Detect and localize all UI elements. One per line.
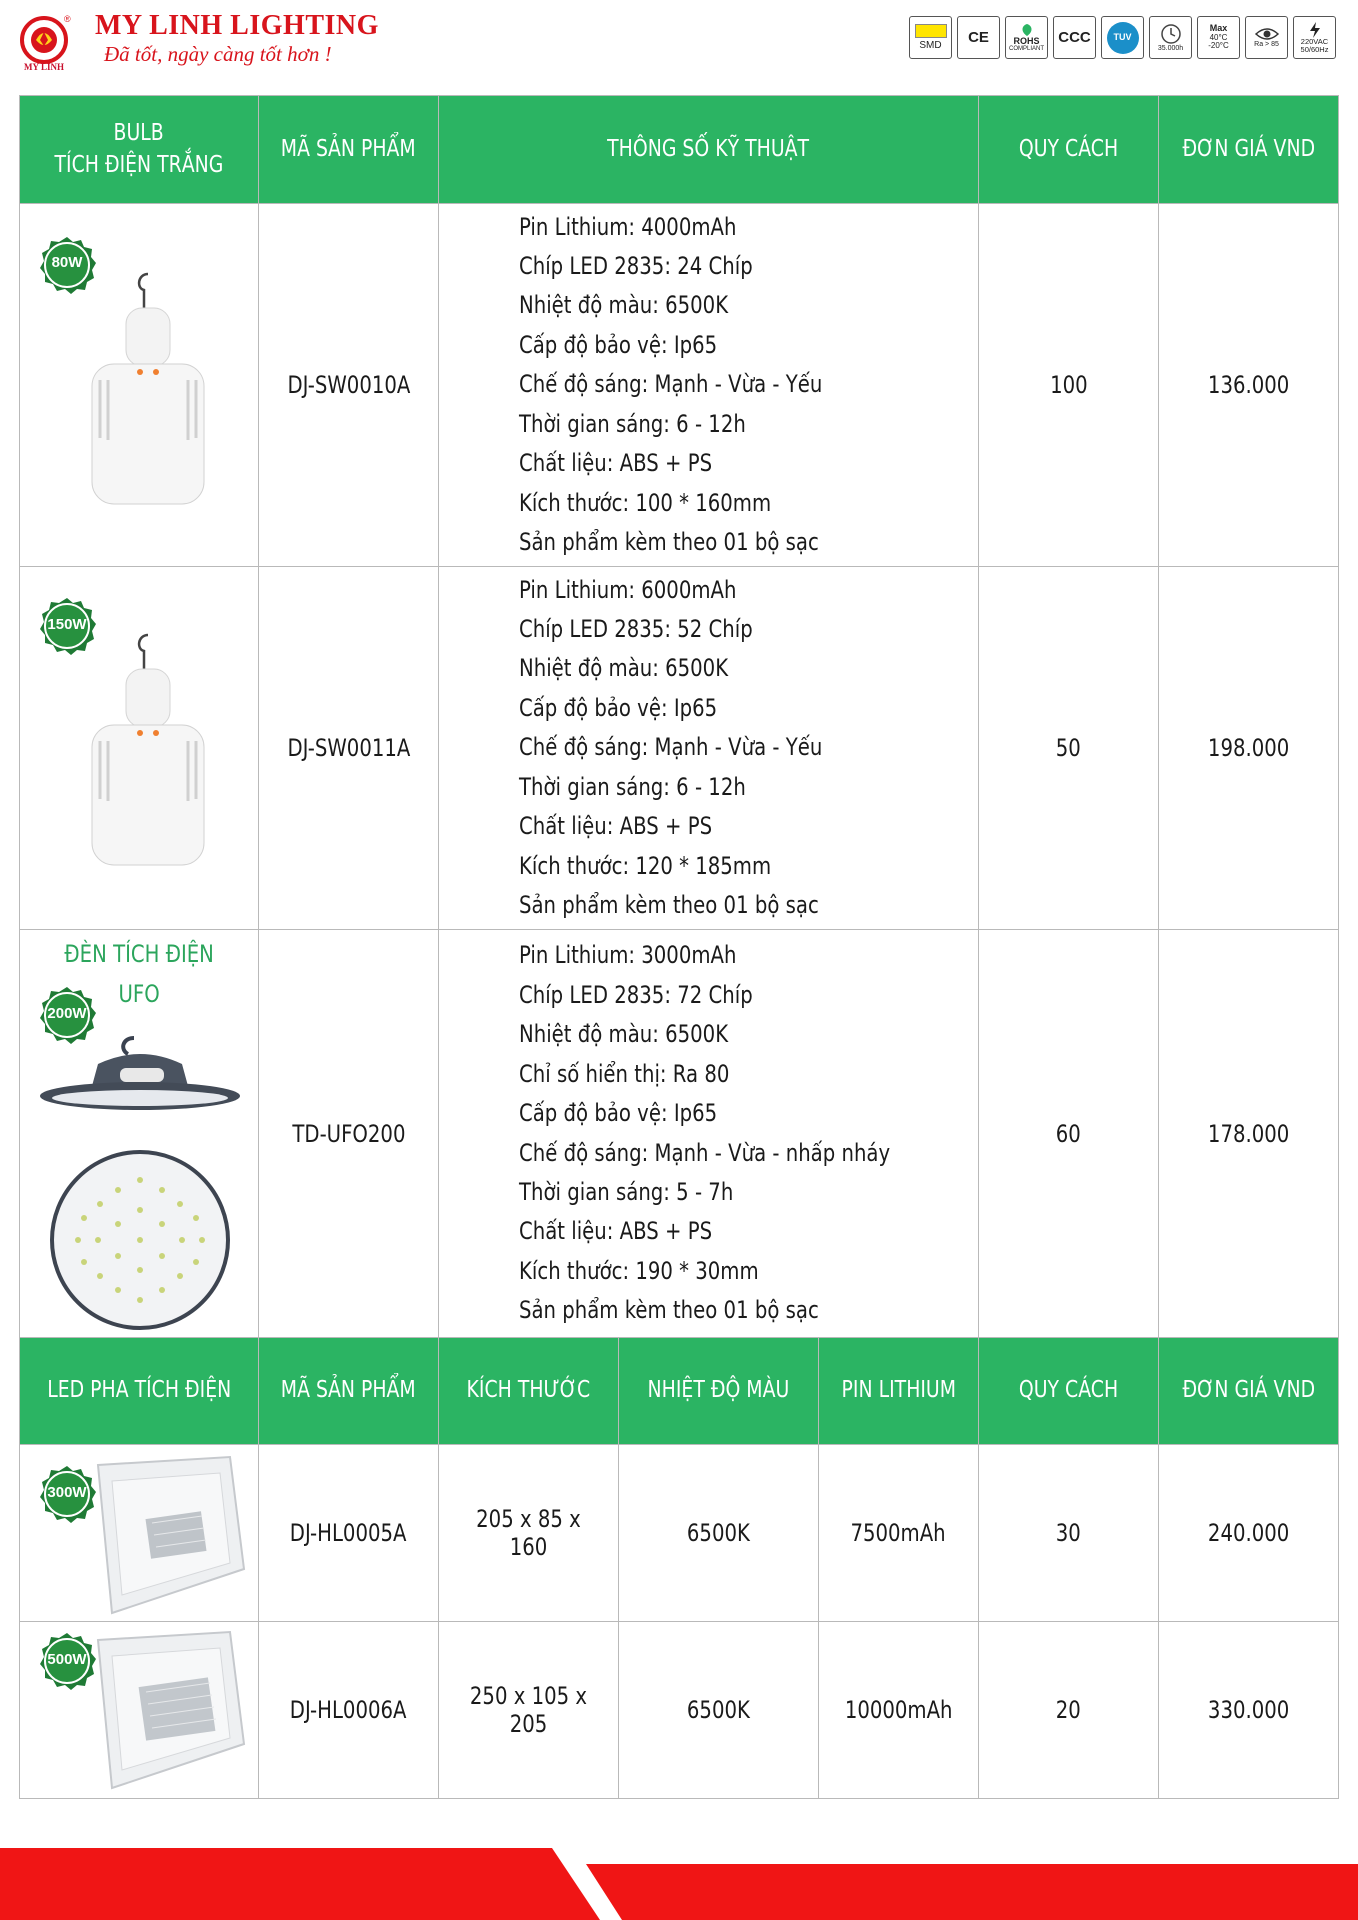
header-color-temp: NHIỆT ĐỘ MÀU <box>619 1338 819 1445</box>
product-code-cell: DJ-SW0011A <box>259 567 439 930</box>
spec-line: Sản phẩm kèm theo 01 bộ sạc <box>519 890 819 919</box>
spec-line: Sản phẩm kèm theo 01 bộ sạc <box>519 527 819 556</box>
rohs-leaf-icon: ROHS COMPLIANT <box>1005 16 1048 59</box>
bulb-lamp-image <box>78 268 218 508</box>
registered-mark: ® <box>64 14 71 24</box>
price-cell: 178.000 <box>1159 930 1339 1338</box>
table-row <box>20 567 1339 930</box>
pack-quantity-cell: 50 <box>979 567 1159 930</box>
spec-line: Cấp độ bảo vệ: Ip65 <box>519 693 718 722</box>
spec-line: Nhiệt độ màu: 6500K <box>519 654 729 683</box>
logo-caption: MY LINH <box>24 62 64 72</box>
product-image-cell <box>20 567 259 930</box>
header-pack: QUY CÁCH <box>979 96 1159 204</box>
spec-line: Chế độ sáng: Mạnh - Vừa - Yếu <box>519 733 823 762</box>
product-code-cell: TD-UFO200 <box>259 930 439 1338</box>
product-specs-cell <box>439 567 979 930</box>
brand-name: MY LINH LIGHTING <box>95 10 379 41</box>
spec-line: Thời gian sáng: 6 - 12h <box>519 772 746 801</box>
product-image-cell <box>20 1445 259 1622</box>
spec-line: Cấp độ bảo vệ: Ip65 <box>519 330 718 359</box>
table-row <box>20 1622 1339 1799</box>
spec-line: Kích thước: 100 * 160mm <box>519 488 772 517</box>
brand-slogan: Đã tốt, ngày càng tốt hơn ! <box>104 42 332 66</box>
product-image-cell <box>20 930 259 1338</box>
spec-line: Chỉ số hiển thị: Ra 80 <box>519 1059 730 1088</box>
ufo-lamp-image <box>38 1034 242 1334</box>
product-specs-cell <box>439 204 979 567</box>
header-product-code: MÃ SẢN PHẨM <box>259 96 439 204</box>
table-header-row <box>20 96 1339 204</box>
color-temp-cell: 6500K <box>619 1622 819 1799</box>
bulb-lamp-image <box>78 629 218 869</box>
header-specs: THÔNG SỐ KỸ THUẬT <box>439 96 979 204</box>
spec-line: Chế độ sáng: Mạnh - Vừa - nhấp nháy <box>519 1138 891 1167</box>
size-cell: 205 x 85 x 160 <box>439 1445 619 1622</box>
spec-line: Nhiệt độ màu: 6500K <box>519 291 729 320</box>
spec-line: Chế độ sáng: Mạnh - Vừa - Yếu <box>519 370 823 399</box>
pack-quantity-cell: 100 <box>979 204 1159 567</box>
footer-red-stripes <box>0 1848 1358 1920</box>
header-product-type: BULB TÍCH ĐIỆN TRẮNG <box>20 96 259 204</box>
table-header-row <box>20 1338 1339 1445</box>
wattage-badge-label: 300W <box>47 1484 87 1501</box>
table-row <box>20 1445 1339 1622</box>
spec-line: Chất liệu: ABS + PS <box>519 1217 713 1246</box>
ce-mark-icon: CE <box>957 16 1000 59</box>
spec-line: Chất liệu: ABS + PS <box>519 449 713 478</box>
product-specs-cell <box>439 930 979 1338</box>
table-row <box>20 930 1339 1338</box>
spec-line: Chíp LED 2835: 52 Chíp <box>519 615 753 644</box>
product-code-cell: DJ-SW0010A <box>259 204 439 567</box>
spec-line: Cấp độ bảo vệ: Ip65 <box>519 1099 718 1128</box>
spec-line: Thời gian sáng: 6 - 12h <box>519 409 746 438</box>
certification-icons <box>909 16 1336 59</box>
header-battery: PIN LITHIUM <box>819 1338 979 1445</box>
spec-line: Pin Lithium: 4000mAh <box>519 212 737 241</box>
header-product-code: MÃ SẢN PHẨM <box>259 1338 439 1445</box>
product-group-title: ĐÈN TÍCH ĐIỆN UFO <box>64 940 214 1008</box>
price-cell: 136.000 <box>1159 204 1339 567</box>
price-cell: 240.000 <box>1159 1445 1339 1622</box>
pack-quantity-cell: 60 <box>979 930 1159 1338</box>
table-row <box>20 204 1339 567</box>
spec-line: Chíp LED 2835: 72 Chíp <box>519 980 753 1009</box>
thermometer-icon: Max 40°C -20°C <box>1197 16 1240 59</box>
battery-cell: 10000mAh <box>819 1622 979 1799</box>
smd-chip-icon: SMD <box>909 16 952 59</box>
size-cell: 250 x 105 x 205 <box>439 1622 619 1799</box>
product-image-cell <box>20 1622 259 1799</box>
lightning-icon: 220VAC 50/60Hz <box>1293 16 1336 59</box>
header-pack: QUY CÁCH <box>979 1338 1159 1445</box>
spec-line: Kích thước: 190 * 30mm <box>519 1256 759 1285</box>
tuv-mark-icon: TUV <box>1101 16 1144 59</box>
spec-line: Chíp LED 2835: 24 Chíp <box>519 252 753 281</box>
spec-line: Chất liệu: ABS + PS <box>519 812 713 841</box>
clock-icon: 35.000h <box>1149 16 1192 59</box>
color-temp-cell: 6500K <box>619 1445 819 1622</box>
spec-line: Thời gian sáng: 5 - 7h <box>519 1177 734 1206</box>
ccc-mark-icon: CCC <box>1053 16 1096 59</box>
product-code-cell: DJ-HL0006A <box>259 1622 439 1799</box>
price-cell: 330.000 <box>1159 1622 1339 1799</box>
header-product-type: LED PHA TÍCH ĐIỆN <box>20 1338 259 1445</box>
pack-quantity-cell: 30 <box>979 1445 1159 1622</box>
header-price: ĐƠN GIÁ VND <box>1159 96 1339 204</box>
spec-line: Sản phẩm kèm theo 01 bộ sạc <box>519 1296 819 1325</box>
spec-line: Pin Lithium: 6000mAh <box>519 575 737 604</box>
product-image-cell <box>20 204 259 567</box>
product-code-cell: DJ-HL0005A <box>259 1445 439 1622</box>
wattage-badge-label: 150W <box>47 616 87 633</box>
header-price: ĐƠN GIÁ VND <box>1159 1338 1339 1445</box>
spec-line: Kích thước: 120 * 185mm <box>519 851 772 880</box>
eye-icon: Ra > 85 <box>1245 16 1288 59</box>
price-cell: 198.000 <box>1159 567 1339 930</box>
wattage-badge-label: 500W <box>47 1651 87 1668</box>
pack-quantity-cell: 20 <box>979 1622 1159 1799</box>
spec-line: Pin Lithium: 3000mAh <box>519 941 737 970</box>
wattage-badge-label: 80W <box>51 254 83 271</box>
wattage-badge-label: 200W <box>47 1005 87 1022</box>
header-size: KÍCH THƯỚC <box>439 1338 619 1445</box>
page-header <box>0 0 1358 90</box>
product-price-table <box>19 95 1339 1799</box>
spec-line: Nhiệt độ màu: 6500K <box>519 1020 729 1049</box>
battery-cell: 7500mAh <box>819 1445 979 1622</box>
